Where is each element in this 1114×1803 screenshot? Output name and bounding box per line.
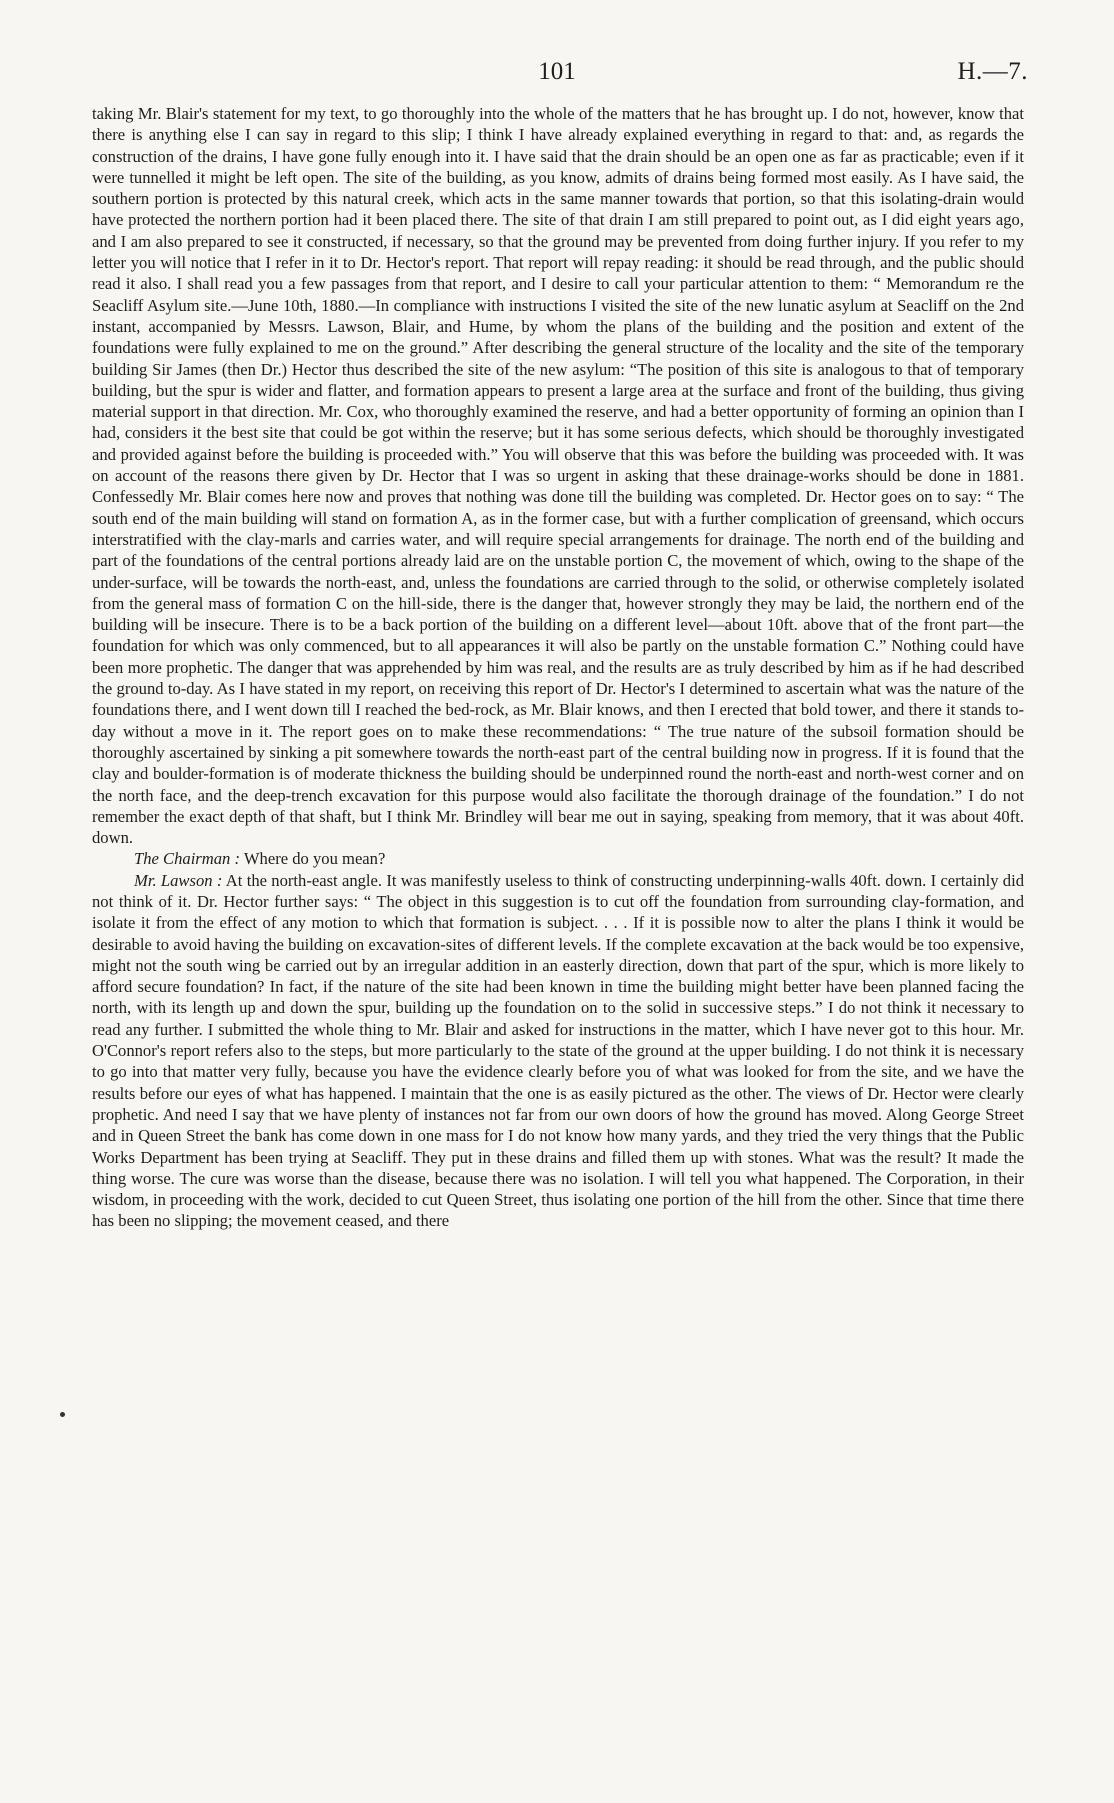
- paragraph-text: Where do you mean?: [243, 849, 386, 869]
- speaker-label: Mr. Lawson :: [134, 870, 223, 890]
- page-header: [0, 52, 1114, 92]
- document-reference: H.—7.: [957, 58, 1028, 85]
- paragraph-text: taking Mr. Blair's statement for my text, to go thoroughly into the whole of the matters that he has brought up. I do not, however, know that there is anything else I can say in regard to this slip; I think I have already explained everything in regard to that: and, as regards the construction of the drains, I have gone fully enough into it. I have said that the drain should be an open one as far as practicable; even if it were tunnelled it might be left open. The site of the building, as you know, admits of drains being formed most easily. As I have said, the southern portion is protected by this natural creek, which acts in the same manner towards that portion, so that this isolating-drain would have protected the northern portion had it been placed there. The site of that drain I am still prepared to point out, as I did eight years ago, and I am also prepared to see it constructed, if necessary, so that the ground may be prevented from doing further injury. If you refer to my letter you will notice that I refer in it to Dr. Hector's report. That report will repay reading: it should be read through, and the public should read it also. I shall read you a few passages from that report, and I desire to call your particular attention to them: “ Memorandum re the Seacliff Asylum site.—June 10th, 1880.—In compliance with instructions I visited the site of the new lunatic asylum at Seacliff on the 2nd instant, accompanied by Messrs. Lawson, Blair, and Hume, by whom the plans of the building and the position and extent of the foundations were fully explained to me on the ground.” After describing the general structure of the locality and the site of the temporary building Sir James (then Dr.) Hector thus described the site of the new asylum: “The position of this site is analogous to that of temporary building, but the spur is wider and flatter, and formation appears to present a large area at the surface and front of the building, thus giving material support in that direction. Mr. Cox, who thoroughly examined the reserve, and had a better opportunity of forming an opinion than I had, considers it the best site that could be got within the reserve; but it has some serious defects, which should be thoroughly investigated and provided against before the building is proceeded with.” You will observe that this was before the building was proceeded with. It was on account of the reasons there given by Dr. Hector that I was so urgent in asking that these drainage-works should be done in 1881. Confessedly Mr. Blair comes here now and proves that nothing was done till the building was completed. Dr. Hector goes on to say: “ The south end of the main building will stand on formation A, as in the former case, but with a further complication of greensand, which occurs interstratified with the clay-marls and carries water, and will require special arrangements for drainage. The north end of the building and part of the foundations of the central portions already laid are on the unstable portion C, the movement of which, owing to the shape of the under-surface, will be towards the north-east, and, unless the foundations are carried through to the solid, or otherwise completely isolated from the general mass of formation C on the hill-side, there is the danger that, however strongly they may be laid, the northern end of the building will be insecure. There is to be a back portion of the building on a different level—about 10ft. above that of the front part—the foundation for which was only commenced, but to all appearances it will also be partly on the unstable formation C.” Nothing could have been more prophetic. The danger that was apprehended by him was real, and the results are as truly described by him as if he had described the ground to-day. As I have stated in my report, on receiving this report of Dr. Hector's I determined to ascertain what was the nature of the foundations there, and I went down till I reached the bed-rock, as Mr. Blair knows, and then I erected that bold tower, and there it stands to-day without a move in it. The report goes on to make these recommendations: “ The true nature of the subsoil formation should be thoroughly ascertained by sinking a pit somewhere towards the north-east part of the central building now in progress. If it is found that the clay and boulder-formation is of moderate thickness the building should be underpinned round the north-east and north-west corner and on the north face, and the deep-trench excavation for this purpose would also facilitate the thorough drainage of the foundation.” I do not remember the exact depth of that shaft, but I think Mr. Brindley will bear me out in saying, speaking from memory, that it was about 40ft. down.: [92, 104, 1024, 848]
- paragraph-lawson: [92, 870, 1024, 1232]
- paragraph-chairman: [92, 848, 1024, 869]
- margin-dot: [60, 1412, 65, 1417]
- body-text: [92, 103, 1024, 1232]
- paragraph-text: At the north-east angle. It was manifestly useless to think of constructing underpinning-walls 40ft. down. I certainly did not think of it. Dr. Hector further says: “ The object in this suggestion is to cut off the foundation from surrounding clay-formation, and isolate it from the effect of any motion to which that formation is subject. . . . If it is possible now to alter the plans I think it would be desirable to avoid having the building on excavation-sites of different levels. If the complete excavation at the back would be too expensive, might not the south wing be carried out by an irregular addition in an easterly direction, down that part of the spur, which is more likely to afford secure foundation? In fact, if the nature of the site had been known in time the building might better have been planned facing the north, with its length up and down the spur, building up the foundation on to the solid in successive steps.” I do not think it necessary to read any further. I submitted the whole thing to Mr. Blair and asked for instructions in the matter, which I have never got to this hour. Mr. O'Connor's report refers also to the steps, but more particularly to the state of the ground at the upper building. I do not think it is necessary to go into that matter very fully, because you have the evidence clearly before you of what was looked for from the site, and we have the results before our eyes of what has happened. I maintain that the one is as easily pictured as the other. The views of Dr. Hector were clearly prophetic. And need I say that we have plenty of instances not far from our own doors of how the ground has moved. Along George Street and in Queen Street the bank has come down in one mass for I do not know how many yards, and they tried the very things that the Public Works Department has been trying at Seacliff. They put in these drains and filled them up with stones. What was the result? It made the thing worse. The cure was worse than the disease, because there was no isolation. I will tell you what happened. The Corporation, in their wisdom, in proceeding with the work, decided to cut Queen Street, thus isolating one portion of the hill from the other. Since that time there has been no slipping; the movement ceased, and there: [92, 870, 1025, 1231]
- paragraph-opening: [92, 103, 1024, 848]
- speaker-label: The Chairman :: [134, 849, 241, 869]
- page-number: 101: [538, 58, 576, 85]
